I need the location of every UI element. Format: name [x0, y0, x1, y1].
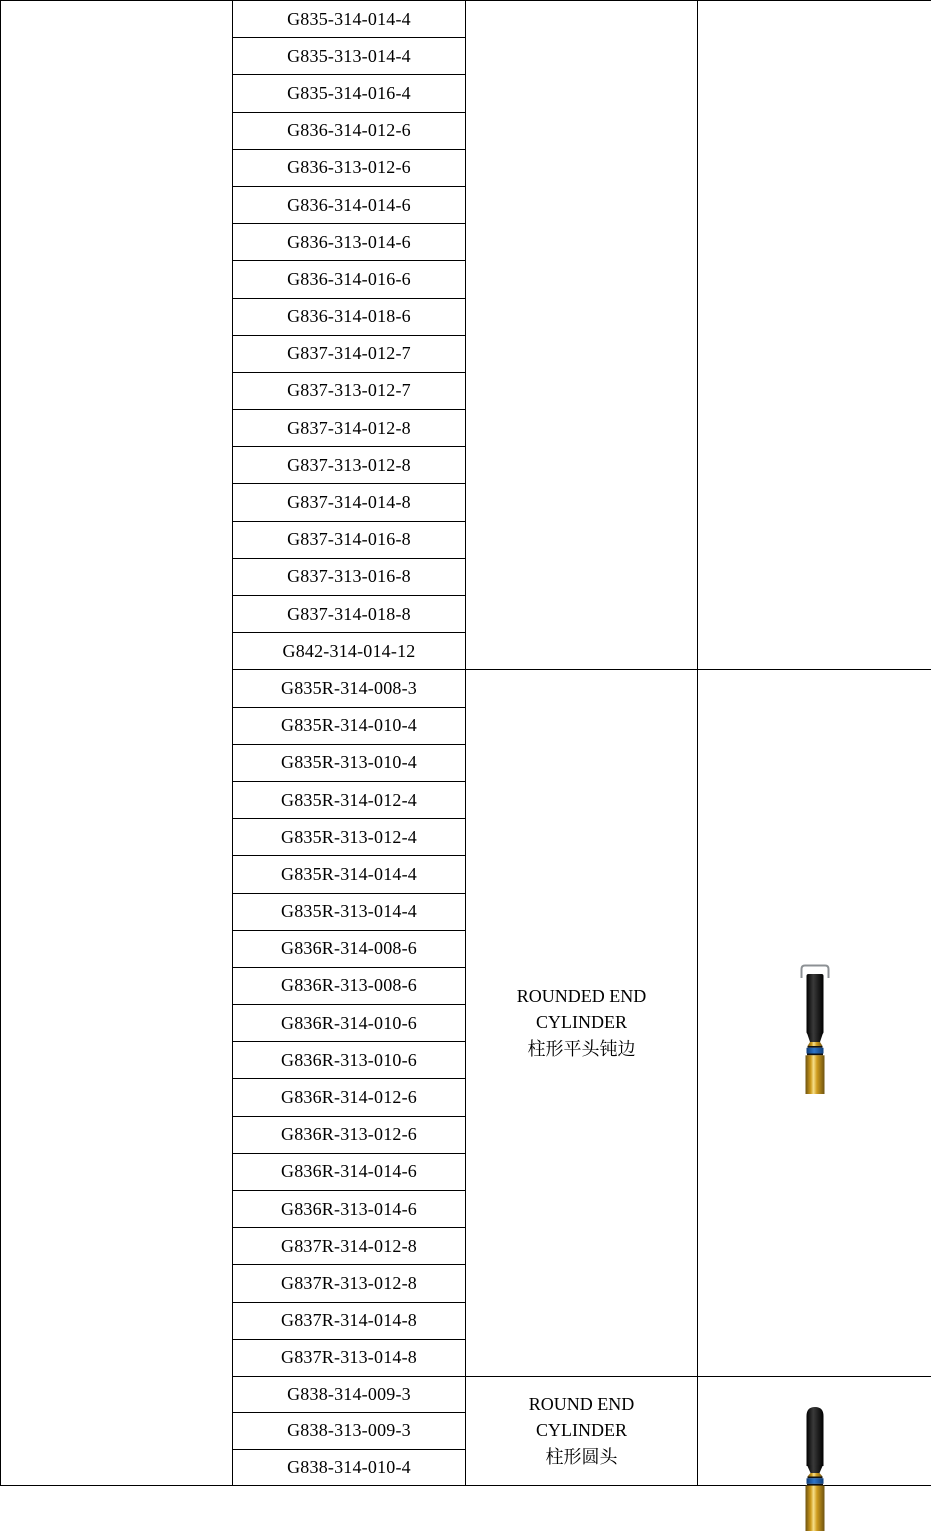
part-number-cell: G836R-313-012-6	[233, 1116, 466, 1153]
part-number-cell: G837-314-018-8	[233, 596, 466, 633]
catalog-table-body	[1, 1, 931, 1486]
bur-neck	[807, 1473, 822, 1477]
part-number-cell: G835R-314-010-4	[233, 707, 466, 744]
part-number-cell: G836-313-014-6	[233, 224, 466, 261]
part-number-cell: G837-314-012-8	[233, 410, 466, 447]
part-number-cell: G836R-314-010-6	[233, 1005, 466, 1042]
bur-head	[806, 974, 823, 1034]
description-chinese: 柱形平头钝边	[527, 1039, 636, 1060]
product-image-cell	[698, 670, 931, 1377]
part-number-cell: G835R-314-008-3	[233, 670, 466, 707]
part-number-cell: G837R-313-014-8	[233, 1339, 466, 1376]
part-number-cell: G835R-313-010-4	[233, 744, 466, 781]
product-description	[466, 1391, 697, 1471]
part-number-cell: G837R-313-012-8	[233, 1265, 466, 1302]
part-number-cell: G836R-314-014-6	[233, 1153, 466, 1190]
bur-shank	[805, 1486, 824, 1531]
part-number-cell: G838-313-009-3	[233, 1413, 466, 1449]
part-number-cell: G835R-314-012-4	[233, 781, 466, 818]
bur-blue-band	[806, 1478, 823, 1484]
part-number-cell: G836R-313-008-6	[233, 967, 466, 1004]
part-number-cell: G837-313-016-8	[233, 558, 466, 595]
product-image-cell	[698, 1376, 931, 1485]
product-description	[466, 983, 697, 1063]
description-cell	[466, 670, 698, 1377]
part-number-cell: G835-314-014-4	[233, 1, 466, 38]
part-number-cell: G836-314-012-6	[233, 112, 466, 149]
part-number-cell: G837-314-012-7	[233, 335, 466, 372]
product-image-cell	[698, 1, 931, 670]
part-number-cell: G836-314-016-6	[233, 261, 466, 298]
part-number-cell: G838-314-010-4	[233, 1449, 466, 1485]
bur-blue-band	[806, 1048, 823, 1054]
part-number-cell: G835R-313-012-4	[233, 819, 466, 856]
part-number-cell: G837-314-016-8	[233, 521, 466, 558]
bur-shank	[805, 1056, 824, 1095]
series-spacer-cell	[1, 1, 233, 1486]
round-end-cylinder-bur-image	[791, 1404, 839, 1531]
bur-head-taper	[807, 1033, 823, 1042]
part-number-cell: G837-313-012-8	[233, 447, 466, 484]
description-cell	[466, 1376, 698, 1485]
part-number-cell: G835-313-014-4	[233, 38, 466, 75]
part-number-cell: G835R-314-014-4	[233, 856, 466, 893]
part-number-cell: G842-314-014-12	[233, 633, 466, 670]
part-number-cell: G836-314-018-6	[233, 298, 466, 335]
part-number-cell: G837-313-012-7	[233, 372, 466, 409]
part-number-cell: G837R-314-014-8	[233, 1302, 466, 1339]
bur-head-taper	[807, 1465, 823, 1473]
part-number-cell: G837-314-014-8	[233, 484, 466, 521]
rounded-end-cylinder-bur-image	[791, 962, 839, 1094]
part-number-cell: G836R-313-010-6	[233, 1042, 466, 1079]
part-number-cell: G838-314-009-3	[233, 1376, 466, 1412]
bur-head	[806, 1407, 823, 1466]
part-number-cell: G835-314-016-4	[233, 75, 466, 112]
description-english: ROUNDED END CYLINDER	[516, 986, 647, 1033]
part-number-cell: G836-313-012-6	[233, 149, 466, 186]
description-cell	[466, 1, 698, 670]
table-row	[1, 1, 931, 38]
part-number-cell: G836R-314-008-6	[233, 930, 466, 967]
part-number-cell: G836R-313-014-6	[233, 1191, 466, 1228]
part-number-cell: G836-314-014-6	[233, 186, 466, 223]
part-number-cell: G835R-313-014-4	[233, 893, 466, 930]
description-english: ROUND END CYLINDER	[528, 1393, 635, 1440]
description-chinese: 柱形圆头	[545, 1446, 618, 1467]
part-number-cell: G836R-314-012-6	[233, 1079, 466, 1116]
bur-neck	[807, 1042, 822, 1046]
part-number-cell: G837R-314-012-8	[233, 1228, 466, 1265]
